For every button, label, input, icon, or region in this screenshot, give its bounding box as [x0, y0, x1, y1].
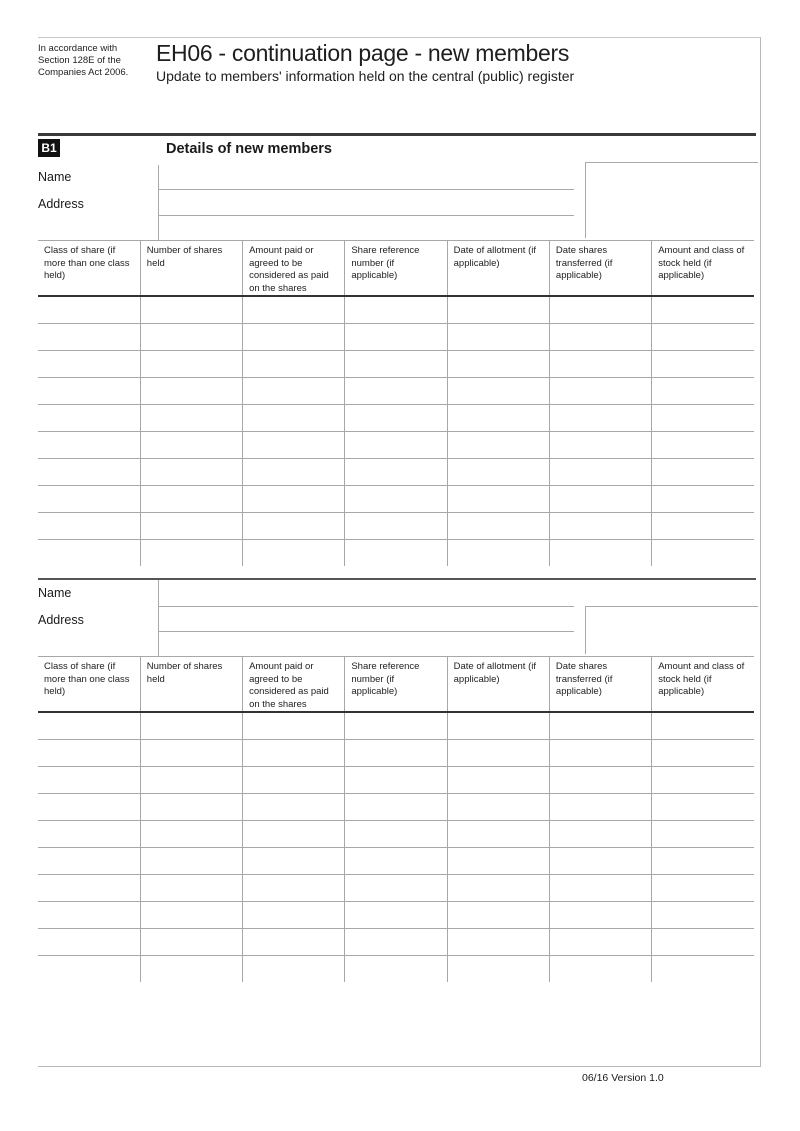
table-cell[interactable]	[140, 296, 242, 323]
table-cell[interactable]	[652, 820, 754, 847]
column-header: Date of allotment (if applicable)	[447, 657, 549, 713]
table-cell[interactable]	[549, 512, 651, 539]
table-cell[interactable]	[652, 296, 754, 323]
name-label: Name	[38, 170, 72, 184]
shares-table	[38, 240, 754, 566]
table-cell[interactable]	[140, 404, 242, 431]
table-cell[interactable]	[549, 539, 651, 566]
table-cell[interactable]	[447, 512, 549, 539]
table-cell[interactable]	[549, 350, 651, 377]
section-divider	[38, 133, 756, 136]
legal-note-line: Companies Act 2006.	[38, 67, 129, 78]
table-cell[interactable]	[652, 901, 754, 928]
address-line2-input[interactable]	[158, 632, 574, 656]
table-cell[interactable]	[140, 458, 242, 485]
table-cell[interactable]	[140, 766, 242, 793]
table-cell[interactable]	[447, 296, 549, 323]
table-cell[interactable]	[345, 874, 447, 901]
table-cell[interactable]	[549, 458, 651, 485]
table-cell[interactable]	[38, 955, 140, 982]
name-label: Name	[38, 586, 72, 600]
table-cell[interactable]	[243, 712, 345, 739]
table-cell[interactable]	[243, 296, 345, 323]
table-cell[interactable]	[345, 296, 447, 323]
table-cell[interactable]	[243, 901, 345, 928]
table-row	[38, 820, 754, 847]
table-cell[interactable]	[652, 928, 754, 955]
table-cell[interactable]	[140, 793, 242, 820]
table-cell[interactable]	[549, 793, 651, 820]
table-cell[interactable]	[447, 793, 549, 820]
address-line2-input[interactable]	[158, 216, 574, 240]
table-row	[38, 512, 754, 539]
table-cell[interactable]	[652, 766, 754, 793]
table-cell[interactable]	[549, 431, 651, 458]
table-cell[interactable]	[243, 485, 345, 512]
table-row	[38, 955, 754, 982]
member-block-1	[38, 162, 758, 572]
table-cell[interactable]	[140, 874, 242, 901]
table-cell[interactable]	[549, 955, 651, 982]
table-cell[interactable]	[140, 377, 242, 404]
table-cell[interactable]	[38, 820, 140, 847]
table-row	[38, 431, 754, 458]
table-cell[interactable]	[38, 901, 140, 928]
table-cell[interactable]	[140, 350, 242, 377]
table-cell[interactable]	[447, 485, 549, 512]
table-cell[interactable]	[345, 766, 447, 793]
table-cell[interactable]	[243, 766, 345, 793]
table-row	[38, 458, 754, 485]
table-cell[interactable]	[38, 712, 140, 739]
table-cell[interactable]	[447, 766, 549, 793]
table-cell[interactable]	[345, 539, 447, 566]
table-cell[interactable]	[140, 712, 242, 739]
table-cell[interactable]	[140, 539, 242, 566]
version-label: 06/16 Version 1.0	[582, 1072, 664, 1084]
table-cell[interactable]	[652, 539, 754, 566]
table-cell[interactable]	[652, 847, 754, 874]
table-cell[interactable]	[243, 539, 345, 566]
table-cell[interactable]	[549, 901, 651, 928]
table-cell[interactable]	[447, 377, 549, 404]
table-cell[interactable]	[243, 739, 345, 766]
table-cell[interactable]	[652, 458, 754, 485]
table-cell[interactable]	[549, 766, 651, 793]
table-row	[38, 350, 754, 377]
table-cell[interactable]	[652, 377, 754, 404]
table-cell[interactable]	[345, 901, 447, 928]
table-cell[interactable]	[345, 793, 447, 820]
column-header: Amount and class of stock held (if applicable)	[652, 657, 754, 713]
table-cell[interactable]	[38, 874, 140, 901]
table-cell[interactable]	[38, 739, 140, 766]
table-cell[interactable]	[140, 323, 242, 350]
footer-divider	[38, 1066, 761, 1067]
table-cell[interactable]	[38, 539, 140, 566]
table-row	[38, 404, 754, 431]
address-label: Address	[38, 197, 84, 211]
table-cell[interactable]	[345, 928, 447, 955]
table-cell[interactable]	[652, 793, 754, 820]
column-header: Amount paid or agreed to be considered as paid on the shares	[243, 657, 345, 713]
table-cell[interactable]	[345, 485, 447, 512]
column-header: Class of share (if more than one class held)	[38, 241, 140, 297]
table-cell[interactable]	[38, 512, 140, 539]
table-cell[interactable]	[345, 512, 447, 539]
table-cell[interactable]	[140, 820, 242, 847]
table-cell[interactable]	[549, 712, 651, 739]
table-row	[38, 377, 754, 404]
table-cell[interactable]	[345, 712, 447, 739]
table-cell[interactable]	[243, 323, 345, 350]
table-row	[38, 539, 754, 566]
legal-note-line: In accordance with	[38, 43, 118, 54]
table-cell[interactable]	[140, 485, 242, 512]
table-cell[interactable]	[38, 766, 140, 793]
table-cell[interactable]	[345, 323, 447, 350]
address-line1-input[interactable]	[158, 190, 574, 216]
table-cell[interactable]	[243, 431, 345, 458]
table-cell[interactable]	[652, 739, 754, 766]
table-cell[interactable]	[243, 350, 345, 377]
table-cell[interactable]	[243, 955, 345, 982]
table-cell[interactable]	[447, 901, 549, 928]
table-cell[interactable]	[652, 404, 754, 431]
table-row	[38, 296, 754, 323]
table-cell[interactable]	[549, 874, 651, 901]
table-cell[interactable]	[652, 350, 754, 377]
side-box[interactable]	[585, 162, 758, 238]
table-cell[interactable]	[447, 874, 549, 901]
table-cell[interactable]	[549, 296, 651, 323]
table-cell[interactable]	[140, 847, 242, 874]
table-cell[interactable]	[447, 350, 549, 377]
table-cell[interactable]	[243, 377, 345, 404]
section-title: Details of new members	[166, 141, 332, 157]
form-subtitle: Update to members' information held on the central (public) register	[156, 68, 575, 84]
table-cell[interactable]	[243, 793, 345, 820]
table-cell[interactable]	[243, 820, 345, 847]
side-box[interactable]	[585, 606, 758, 654]
table-row	[38, 712, 754, 739]
table-cell[interactable]	[38, 296, 140, 323]
table-cell[interactable]	[549, 928, 651, 955]
table-cell[interactable]	[549, 485, 651, 512]
table-row	[38, 766, 754, 793]
legal-note	[38, 43, 148, 79]
column-header: Class of share (if more than one class held)	[38, 657, 140, 713]
table-cell[interactable]	[447, 955, 549, 982]
table-cell[interactable]	[38, 404, 140, 431]
table-cell[interactable]	[652, 512, 754, 539]
table-cell[interactable]	[652, 874, 754, 901]
table-cell[interactable]	[447, 847, 549, 874]
table-cell[interactable]	[345, 739, 447, 766]
column-header: Date shares transferred (if applicable)	[549, 657, 651, 713]
table-cell[interactable]	[652, 485, 754, 512]
table-cell[interactable]	[38, 431, 140, 458]
table-cell[interactable]	[549, 820, 651, 847]
column-header: Share reference number (if applicable)	[345, 657, 447, 713]
table-cell[interactable]	[447, 458, 549, 485]
table-cell[interactable]	[345, 350, 447, 377]
table-cell[interactable]	[345, 955, 447, 982]
column-header: Share reference number (if applicable)	[345, 241, 447, 297]
table-row	[38, 901, 754, 928]
table-cell[interactable]	[345, 820, 447, 847]
table-cell[interactable]	[447, 539, 549, 566]
column-header: Date shares transferred (if applicable)	[549, 241, 651, 297]
table-cell[interactable]	[140, 955, 242, 982]
table-cell[interactable]	[38, 793, 140, 820]
table-cell[interactable]	[345, 847, 447, 874]
table-row	[38, 323, 754, 350]
table-cell[interactable]	[140, 901, 242, 928]
table-cell[interactable]	[345, 404, 447, 431]
table-cell[interactable]	[38, 847, 140, 874]
table-cell[interactable]	[243, 512, 345, 539]
table-cell[interactable]	[38, 458, 140, 485]
table-cell[interactable]	[447, 928, 549, 955]
table-cell[interactable]	[345, 377, 447, 404]
section-badge: B1	[38, 139, 60, 157]
table-cell[interactable]	[243, 458, 345, 485]
form-title: EH06 - continuation page - new members	[156, 40, 570, 66]
table-cell[interactable]	[549, 377, 651, 404]
table-cell[interactable]	[38, 928, 140, 955]
table-row	[38, 793, 754, 820]
legal-note-line: Section 128E of the	[38, 55, 121, 66]
table-cell[interactable]	[447, 820, 549, 847]
table-cell[interactable]	[140, 928, 242, 955]
column-header: Amount paid or agreed to be considered as paid on the shares	[243, 241, 345, 297]
table-cell[interactable]	[140, 739, 242, 766]
name-input[interactable]	[158, 580, 758, 606]
table-cell[interactable]	[447, 739, 549, 766]
table-cell[interactable]	[38, 323, 140, 350]
table-row	[38, 739, 754, 766]
table-cell[interactable]	[345, 431, 447, 458]
table-cell[interactable]	[652, 955, 754, 982]
table-cell[interactable]	[140, 512, 242, 539]
column-header: Number of shares held	[140, 657, 242, 713]
member-block-2	[38, 578, 758, 988]
table-cell[interactable]	[243, 404, 345, 431]
address-label: Address	[38, 613, 84, 627]
address-line1-input[interactable]	[158, 606, 574, 632]
table-cell[interactable]	[38, 350, 140, 377]
table-cell[interactable]	[652, 431, 754, 458]
table-cell[interactable]	[447, 404, 549, 431]
table-cell[interactable]	[549, 847, 651, 874]
table-row	[38, 485, 754, 512]
table-cell[interactable]	[652, 712, 754, 739]
table-cell[interactable]	[38, 485, 140, 512]
table-cell[interactable]	[140, 431, 242, 458]
shares-table	[38, 656, 754, 982]
table-cell[interactable]	[243, 928, 345, 955]
column-header: Amount and class of stock held (if applicable)	[652, 241, 754, 297]
table-cell[interactable]	[447, 431, 549, 458]
column-header: Date of allotment (if applicable)	[447, 241, 549, 297]
column-header: Number of shares held	[140, 241, 242, 297]
table-cell[interactable]	[447, 712, 549, 739]
table-cell[interactable]	[243, 847, 345, 874]
table-row	[38, 928, 754, 955]
table-cell[interactable]	[243, 874, 345, 901]
table-cell[interactable]	[38, 377, 140, 404]
table-row	[38, 847, 754, 874]
table-row	[38, 874, 754, 901]
table-cell[interactable]	[652, 323, 754, 350]
table-cell[interactable]	[549, 404, 651, 431]
table-cell[interactable]	[549, 739, 651, 766]
table-cell[interactable]	[447, 323, 549, 350]
table-cell[interactable]	[549, 323, 651, 350]
table-cell[interactable]	[345, 458, 447, 485]
name-input[interactable]	[158, 165, 574, 190]
